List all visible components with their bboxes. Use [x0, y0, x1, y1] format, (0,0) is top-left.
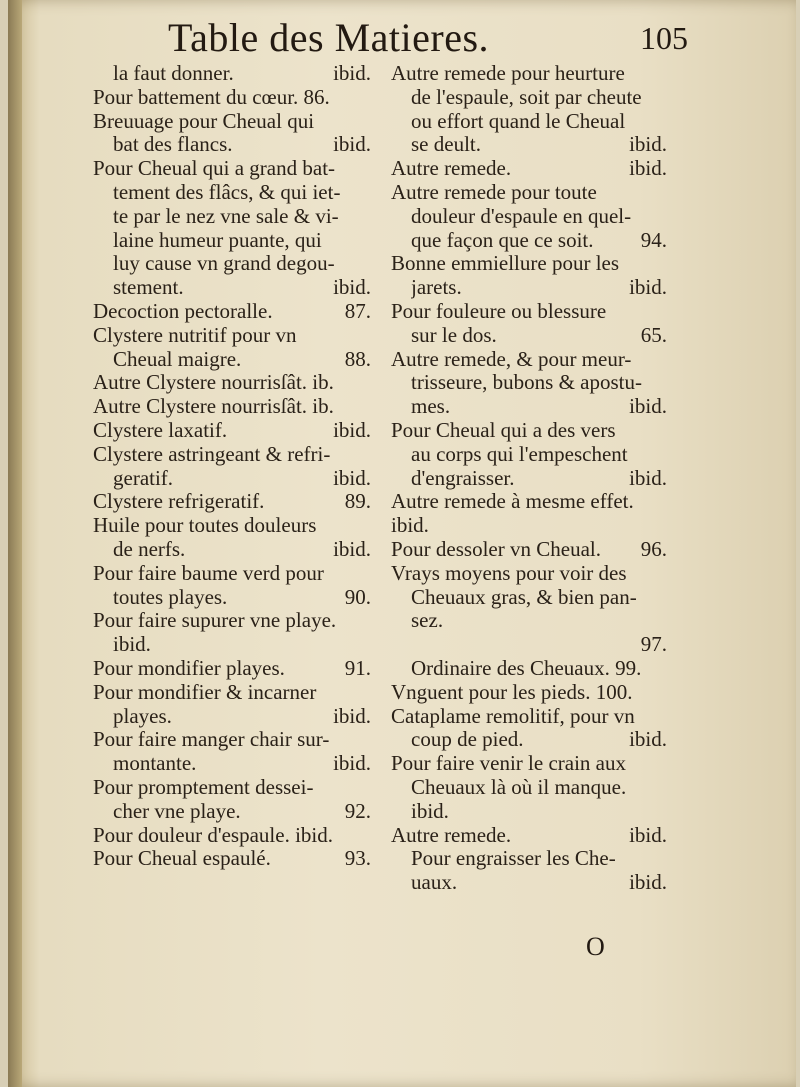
- entry-text: Pour mondifier playes.: [93, 656, 285, 680]
- entry-page-ref: [367, 728, 371, 752]
- entry-text: Pour Cheual qui a des vers: [391, 418, 616, 442]
- entry-page-ref: [663, 681, 667, 705]
- entry-page-ref: [367, 157, 371, 181]
- entry-text: sez.: [411, 609, 444, 633]
- index-entry-line: [93, 586, 371, 610]
- entry-page-ref: [663, 752, 667, 776]
- entry-text: sur le dos.: [411, 323, 497, 347]
- entry-page-ref: [663, 419, 667, 443]
- index-entry-line: [93, 133, 371, 157]
- index-entry-line: [93, 800, 371, 824]
- entry-text: Cataplame remolitif, pour vn: [391, 704, 635, 728]
- entry-text: Pour faire baume verd pour: [93, 561, 324, 585]
- entry-text: Autre Clystere nourrisſât. ib.: [93, 395, 334, 419]
- entry-page-ref: [663, 205, 667, 229]
- index-entry-line: [391, 538, 667, 562]
- index-entry-line: [93, 657, 371, 681]
- index-entry-line: [391, 348, 667, 372]
- entry-page-ref: ibid.: [629, 157, 667, 181]
- entry-page-ref: [367, 681, 371, 705]
- index-entry-line: [391, 133, 667, 157]
- entry-text: playes.: [113, 704, 172, 728]
- entry-page-ref: [663, 181, 667, 205]
- index-entry-line: [391, 824, 667, 848]
- entry-page-ref: 88.: [344, 347, 371, 371]
- entry-page-ref: [367, 824, 371, 848]
- index-entry-line: [391, 395, 667, 419]
- entry-page-ref: [367, 514, 371, 538]
- index-entry-line: [391, 324, 667, 348]
- entry-text: mes.: [411, 395, 451, 419]
- index-entry-line: [93, 252, 371, 276]
- entry-text: au corps qui l'empeschent: [411, 442, 628, 466]
- entry-text: Pour battement du cœur. 86.: [93, 85, 330, 109]
- entry-page-ref: [367, 395, 371, 419]
- entry-page-ref: [367, 324, 371, 348]
- entry-text: montante.: [113, 752, 197, 776]
- entry-page-ref: [663, 300, 667, 324]
- index-entry-line: [93, 728, 371, 752]
- entry-page-ref: 91.: [344, 656, 371, 680]
- entry-page-ref: ibid.: [629, 133, 667, 157]
- signature-mark: O: [586, 932, 605, 961]
- entry-text: jarets.: [411, 276, 462, 300]
- entry-page-ref: [367, 633, 371, 657]
- index-entry-line: [93, 395, 371, 419]
- index-entry-line: [93, 633, 371, 657]
- index-entry-line: [391, 157, 667, 181]
- entry-text: luy cause vn grand degou-: [113, 252, 335, 276]
- entry-page-ref: [663, 657, 667, 681]
- index-entry-line: [391, 776, 667, 800]
- entry-page-ref: ibid.: [629, 395, 667, 419]
- entry-page-ref: [663, 348, 667, 372]
- entry-page-ref: [663, 110, 667, 134]
- index-entry-line: [391, 62, 667, 86]
- index-entry-line: [391, 205, 667, 229]
- index-column-right: [391, 62, 667, 895]
- entry-text: ou effort quand le Cheual: [411, 109, 626, 133]
- entry-text: douleur d'espaule en quel-: [411, 204, 632, 228]
- entry-page-ref: [367, 110, 371, 134]
- index-entry-line: [93, 371, 371, 395]
- entry-text: Pour promptement dessei-: [93, 775, 314, 799]
- entry-text: de nerfs.: [113, 537, 186, 561]
- entry-text: la faut donner.: [113, 62, 234, 85]
- index-entry-line: [391, 586, 667, 610]
- entry-text: Cheuaux là où il manque.: [411, 775, 627, 799]
- entry-page-ref: [663, 586, 667, 610]
- entry-text: Pour Cheual qui a grand bat-: [93, 157, 336, 181]
- entry-page-ref: [367, 562, 371, 586]
- entry-text: coup de pied.: [411, 728, 524, 752]
- entry-page-ref: 65.: [640, 323, 667, 347]
- index-entry-line: [93, 300, 371, 324]
- index-entry-line: [391, 181, 667, 205]
- index-entry-line: [93, 514, 371, 538]
- index-entry-line: [93, 276, 371, 300]
- index-entry-line: [391, 419, 667, 443]
- entry-text: Pour mondifier & incarner: [93, 680, 317, 704]
- entry-page-ref: [367, 181, 371, 205]
- entry-page-ref: [663, 62, 667, 86]
- index-entry-line: [93, 348, 371, 372]
- entry-page-ref: 89.: [344, 490, 371, 514]
- entry-text: Pour douleur d'espaule. ibid.: [93, 823, 333, 847]
- entry-page-ref: ibid.: [629, 276, 667, 300]
- index-entry-line: [391, 514, 667, 538]
- entry-page-ref: ibid.: [333, 276, 371, 300]
- index-entry-line: [391, 752, 667, 776]
- entry-page-ref: [663, 705, 667, 729]
- entry-text: Autre remede à mesme effet.: [391, 490, 634, 514]
- entry-text: Huile pour toutes douleurs: [93, 514, 317, 538]
- index-entry-line: [391, 681, 667, 705]
- entry-page-ref: ibid.: [629, 466, 667, 490]
- index-entry-line: [93, 752, 371, 776]
- index-entry-line: [391, 252, 667, 276]
- index-entry-line: [391, 86, 667, 110]
- entry-page-ref: 92.: [344, 799, 371, 823]
- entry-page-ref: [663, 847, 667, 871]
- index-entry-line: [391, 562, 667, 586]
- entry-page-ref: [367, 609, 371, 633]
- entry-text: que façon que ce soit.: [411, 228, 594, 252]
- entry-page-ref: 90.: [344, 585, 371, 609]
- index-entry-line: [391, 609, 667, 633]
- entry-text: bat des flancs.: [113, 133, 233, 157]
- entry-text: ibid.: [411, 799, 449, 823]
- entry-text: Pour faire supurer vne playe.: [93, 609, 337, 633]
- entry-text: Pour fouleure ou blessure: [391, 299, 607, 323]
- entry-text: geratif.: [113, 466, 174, 490]
- index-entry-line: [391, 229, 667, 253]
- entry-page-ref: 87.: [344, 299, 371, 323]
- entry-page-ref: 96.: [640, 537, 667, 561]
- entry-text: tement des flâcs, & qui iet-: [113, 180, 341, 204]
- entry-page-ref: ibid.: [333, 704, 371, 728]
- entry-page-ref: [663, 86, 667, 110]
- entry-text: Clystere astringeant & refri-: [93, 442, 331, 466]
- index-entry-line: [391, 633, 667, 657]
- index-entry-line: [391, 467, 667, 491]
- entry-text: toutes playes.: [113, 585, 228, 609]
- entry-text: trisseure, bubons & apostu-: [411, 371, 642, 395]
- entry-text: laine humeur puante, qui: [113, 228, 322, 252]
- index-entry-line: [391, 871, 667, 895]
- entry-text: Autre remede pour toute: [391, 180, 597, 204]
- entry-text: ibid.: [391, 514, 429, 538]
- index-entry-line: [93, 181, 371, 205]
- entry-text: Bonne emmiellure pour les: [391, 252, 620, 276]
- entry-page-ref: [367, 252, 371, 276]
- entry-page-ref: [663, 252, 667, 276]
- index-entry-line: [93, 776, 371, 800]
- entry-text: Pour engraisser les Che-: [411, 847, 616, 871]
- index-entry-line: [93, 847, 371, 871]
- entry-text: Pour dessoler vn Cheual.: [391, 537, 601, 561]
- entry-page-ref: [663, 443, 667, 467]
- entry-page-ref: 97.: [640, 633, 667, 657]
- entry-page-ref: [663, 514, 667, 538]
- entry-text: Autre remede.: [391, 157, 512, 181]
- index-entry-line: [391, 443, 667, 467]
- index-entry-line: [391, 728, 667, 752]
- index-entry-line: [391, 276, 667, 300]
- entry-text: Pour faire manger chair sur-: [93, 728, 330, 752]
- page-number: 105: [640, 20, 688, 56]
- index-entry-line: [93, 324, 371, 348]
- entry-page-ref: ibid.: [629, 871, 667, 895]
- index-column-left: [93, 62, 371, 871]
- page-title: Table des Matieres.: [168, 15, 490, 60]
- index-entry-line: [93, 824, 371, 848]
- entry-text: Autre remede pour heurture: [391, 62, 625, 85]
- entry-text: Decoction pectoralle.: [93, 299, 273, 323]
- index-entry-line: [93, 419, 371, 443]
- entry-page-ref: [663, 371, 667, 395]
- index-entry-line: [93, 467, 371, 491]
- entry-text: [411, 633, 637, 657]
- entry-page-ref: [663, 562, 667, 586]
- index-entry-line: [93, 490, 371, 514]
- entry-page-ref: ibid.: [333, 537, 371, 561]
- index-entry-line: [93, 681, 371, 705]
- index-entry-line: [93, 62, 371, 86]
- entry-page-ref: [663, 609, 667, 633]
- entry-text: te par le nez vne sale & vi-: [113, 204, 339, 228]
- entry-page-ref: [367, 371, 371, 395]
- entry-page-ref: ibid.: [333, 418, 371, 442]
- page-gutter: [8, 0, 22, 1087]
- index-entry-line: [93, 157, 371, 181]
- entry-text: de l'espaule, soit par cheute: [411, 85, 642, 109]
- index-entry-line: [391, 657, 667, 681]
- entry-text: Vnguent pour les pieds. 100.: [391, 680, 633, 704]
- entry-page-ref: [367, 205, 371, 229]
- entry-text: d'engraisser.: [411, 466, 515, 490]
- entry-page-ref: [663, 800, 667, 824]
- entry-text: Autre Clystere nourrisſât. ib.: [93, 371, 334, 395]
- index-entry-line: [391, 705, 667, 729]
- book-page: [8, 0, 796, 1087]
- entry-text: Pour Cheual espaulé.: [93, 847, 271, 871]
- entry-page-ref: [663, 490, 667, 514]
- entry-page-ref: 94.: [640, 228, 667, 252]
- entry-text: Pour faire venir le crain aux: [391, 752, 626, 776]
- entry-text: Ordinaire des Cheuaux. 99.: [411, 656, 642, 680]
- entry-page-ref: [367, 86, 371, 110]
- entry-text: Autre remede, & pour meur-: [391, 347, 632, 371]
- entry-text: Autre remede.: [391, 823, 512, 847]
- index-entry-line: [93, 110, 371, 134]
- entry-text: Clystere refrigeratif.: [93, 490, 265, 514]
- entry-text: ibid.: [113, 633, 151, 657]
- index-entry-line: [391, 847, 667, 871]
- index-entry-line: [93, 443, 371, 467]
- index-entry-line: [93, 86, 371, 110]
- entry-page-ref: [367, 443, 371, 467]
- entry-page-ref: [367, 229, 371, 253]
- index-entry-line: [93, 705, 371, 729]
- entry-page-ref: [367, 776, 371, 800]
- entry-page-ref: [663, 776, 667, 800]
- entry-text: Cheual maigre.: [113, 347, 242, 371]
- index-entry-line: [93, 609, 371, 633]
- entry-text: Cheuaux gras, & bien pan-: [411, 585, 637, 609]
- index-entry-line: [391, 110, 667, 134]
- entry-page-ref: ibid.: [333, 133, 371, 157]
- entry-text: cher vne playe.: [113, 799, 241, 823]
- entry-page-ref: ibid.: [629, 728, 667, 752]
- index-entry-line: [93, 205, 371, 229]
- entry-page-ref: ibid.: [333, 752, 371, 776]
- entry-text: stement.: [113, 276, 184, 300]
- entry-text: uaux.: [411, 871, 458, 895]
- index-entry-line: [93, 562, 371, 586]
- entry-page-ref: ibid.: [333, 466, 371, 490]
- entry-text: Breuuage pour Cheual qui: [93, 109, 315, 133]
- index-entry-line: [391, 371, 667, 395]
- index-entry-line: [391, 300, 667, 324]
- entry-page-ref: 93.: [344, 847, 371, 871]
- entry-text: Clystere nutritif pour vn: [93, 323, 297, 347]
- index-entry-line: [391, 800, 667, 824]
- entry-text: Vrays moyens pour voir des: [391, 561, 627, 585]
- entry-page-ref: ibid.: [629, 823, 667, 847]
- running-header: [168, 14, 688, 64]
- index-entry-line: [93, 538, 371, 562]
- entry-text: se deult.: [411, 133, 481, 157]
- index-entry-line: [93, 229, 371, 253]
- entry-page-ref: ibid.: [333, 62, 371, 85]
- index-entry-line: [391, 490, 667, 514]
- entry-text: Clystere laxatif.: [93, 418, 228, 442]
